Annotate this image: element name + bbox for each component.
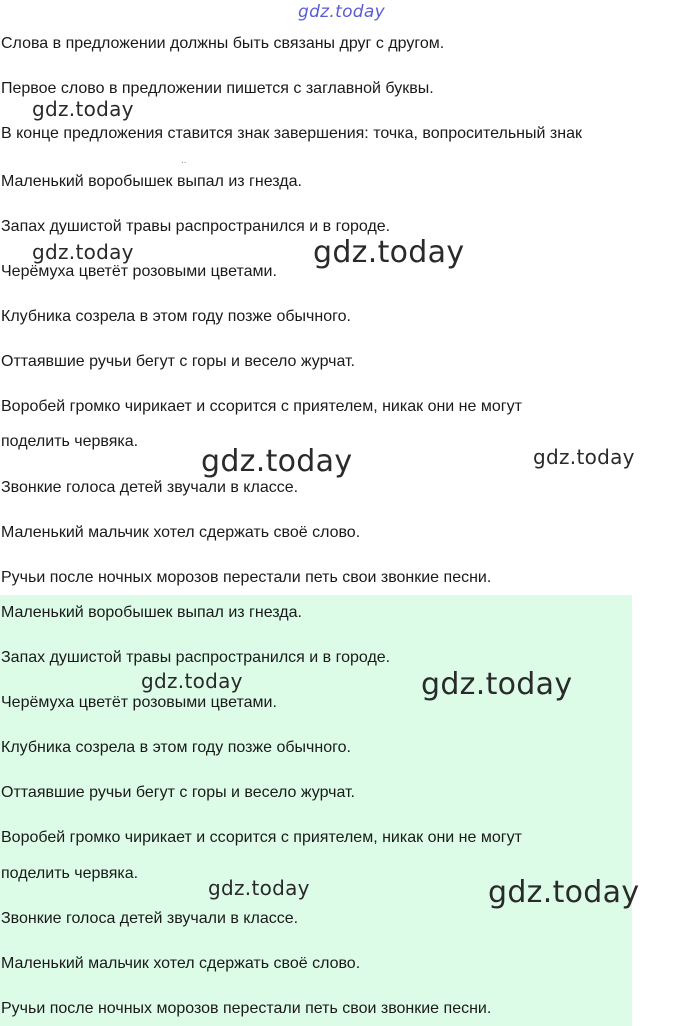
sentence-line: Маленький мальчик хотел сдержать своё слово.	[1, 524, 361, 541]
watermark: gdz.today	[32, 240, 134, 264]
sentence-line: Ручьи после ночных морозов перестали петь свои звонкие песни.	[1, 569, 492, 586]
answer-line: Запах душистой травы распространился и в городе.	[1, 649, 391, 666]
rule-line: В конце предложения ставится знак завершения: точка, вопросительный знак	[1, 125, 582, 142]
watermark: gdz.today	[208, 876, 310, 900]
sentence-line: Воробей громко чирикает и ссорится с приятелем, никак они не могут	[1, 398, 522, 415]
watermark: gdz.today	[141, 669, 243, 693]
answer-line: Ручьи после ночных морозов перестали петь свои звонкие песни.	[1, 1000, 492, 1017]
rule-line: Слова в предложении должны быть связаны друг с другом.	[1, 35, 445, 52]
watermark: gdz.today	[421, 667, 573, 702]
sentence-line: Запах душистой травы распространился и в городе.	[1, 218, 391, 235]
sentence-line: поделить червяка.	[1, 433, 139, 450]
sentence-line: Маленький воробышек выпал из гнезда.	[1, 173, 302, 190]
header-watermark: gdz.today	[298, 2, 385, 22]
answer-line: поделить червяка.	[1, 865, 139, 882]
watermark: gdz.today	[533, 445, 635, 469]
answer-line: Воробей громко чирикает и ссорится с приятелем, никак они не могут	[1, 829, 522, 846]
answer-line: Маленький мальчик хотел сдержать своё слово.	[1, 955, 361, 972]
answer-line: Маленький воробышек выпал из гнезда.	[1, 604, 302, 621]
sentence-line: Звонкие голоса детей звучали в классе.	[1, 479, 299, 496]
watermark: gdz.today	[32, 97, 134, 121]
sentence-line: Оттаявшие ручьи бегут с горы и весело журчат.	[1, 353, 355, 370]
rule-line: Первое слово в предложении пишется с заглавной буквы.	[1, 80, 434, 97]
watermark: gdz.today	[313, 235, 465, 270]
sentence-line: Клубника созрела в этом году позже обычного.	[1, 308, 351, 325]
watermark: gdz.today	[488, 875, 640, 910]
answer-line: Оттаявшие ручьи бегут с горы и весело журчат.	[1, 784, 355, 801]
sentence-line: Черёмуха цветёт розовыми цветами.	[1, 263, 277, 280]
watermark: gdz.today	[201, 444, 353, 479]
answer-line: Клубника созрела в этом году позже обычного.	[1, 739, 351, 756]
ellipsis-mark: ..	[181, 155, 187, 166]
answer-line: Черёмуха цветёт розовыми цветами.	[1, 694, 277, 711]
answer-line: Звонкие голоса детей звучали в классе.	[1, 910, 299, 927]
